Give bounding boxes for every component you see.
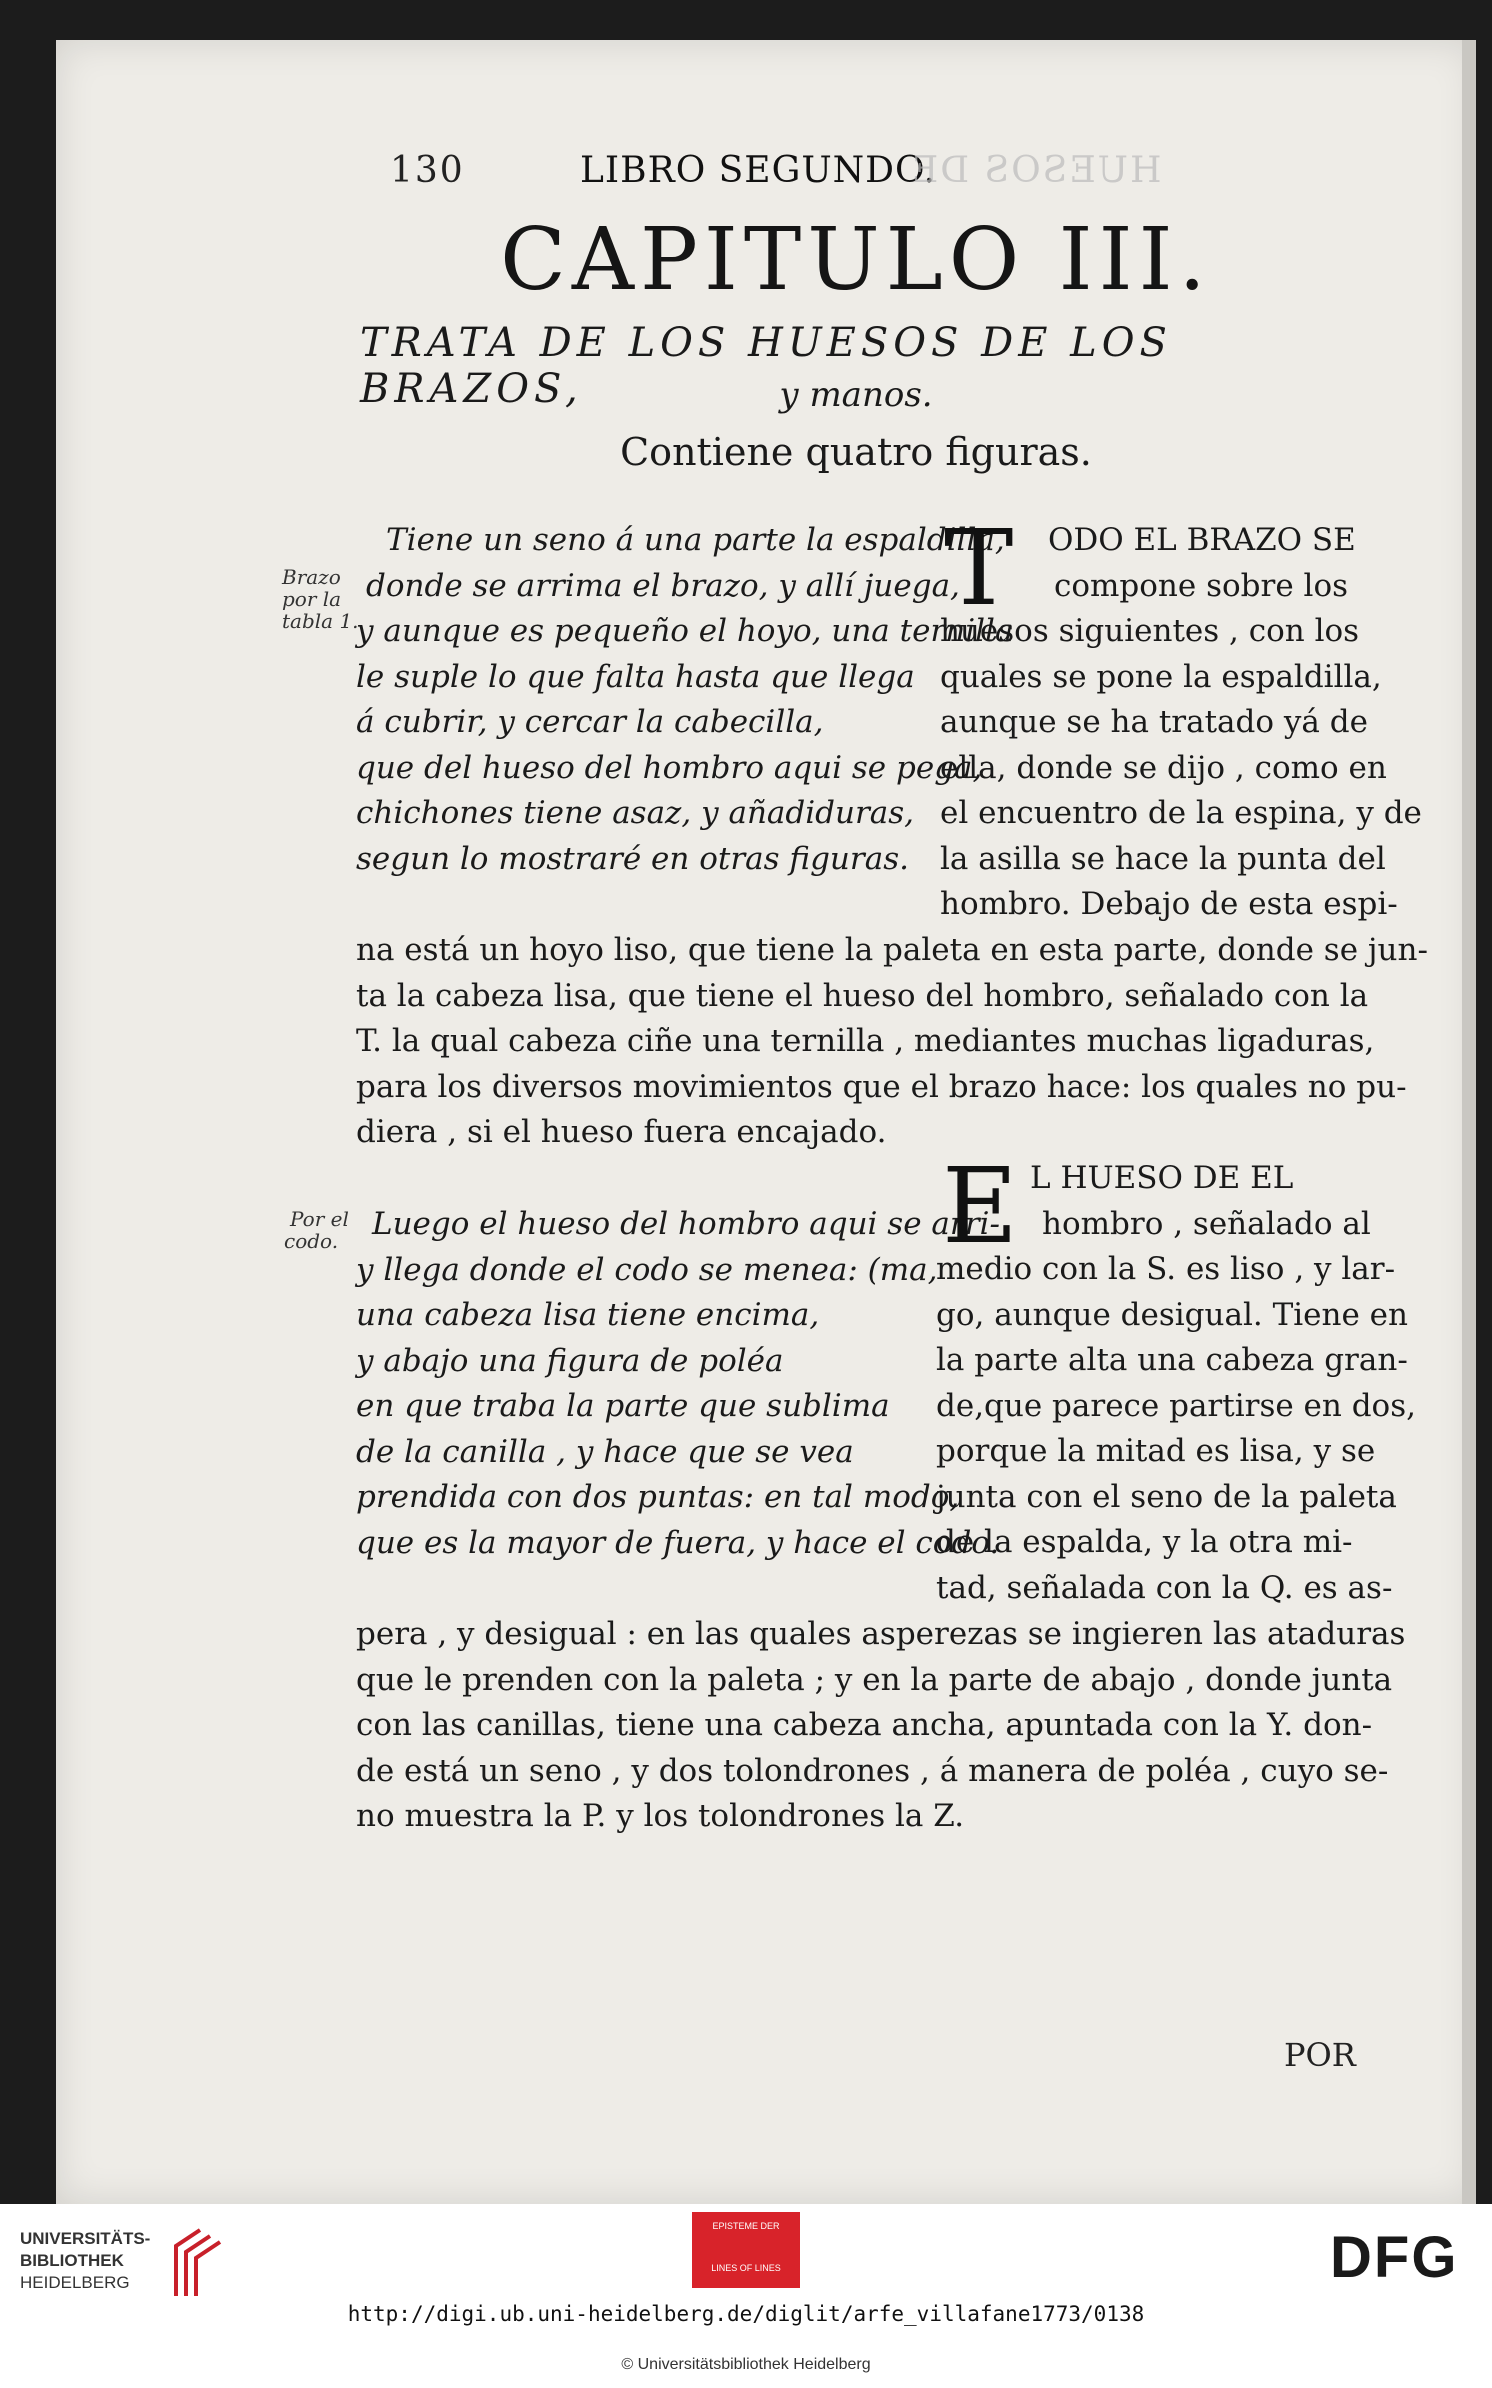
prose-line: na está un hoyo liso, que tiene la paleta en esta parte, donde se jun-	[356, 932, 1428, 968]
verse-line: que es la mayor de fuera, y hace el codo.	[356, 1524, 1000, 1561]
verse-line: chichones tiene asaz, y añadiduras,	[356, 795, 915, 831]
prose-line: pera , y desigual : en las quales asperezas se ingieren las ataduras	[356, 1616, 1406, 1652]
margin-note-line: codo.	[284, 1229, 339, 1253]
verse-line: prendida con dos puntas: en tal modo,	[356, 1479, 960, 1515]
episteme-logo-text	[692, 2220, 800, 2274]
verse-line: que del hueso del hombro aqui se pega,	[356, 749, 983, 786]
prose-line: tad, señalada con la Q. es as-	[936, 1569, 1393, 1606]
prose-line: no muestra la P. y los tolondrones la Z.	[356, 1798, 965, 1834]
chapter-contents-note: Contiene quatro figuras.	[620, 430, 1092, 474]
margin-note-line: tabla 1.	[282, 609, 359, 633]
drop-capital-t: T	[944, 507, 1014, 629]
library-name	[20, 2228, 150, 2294]
prose-line: la asilla se hace la punta del	[940, 840, 1386, 877]
verse-line: y llega donde el codo se menea: (ma,	[356, 1251, 938, 1288]
dfg-logo[interactable]: DFG	[1330, 2225, 1459, 2290]
prose-full-width-2	[356, 1612, 1406, 1840]
verse-line: Luego el hueso del hombro aqui se arri-	[372, 1206, 1000, 1242]
prose-line: de está un seno , y dos tolondrones , á manera de poléa , cuyo se-	[356, 1752, 1389, 1789]
running-title: LIBRO SEGUNDO.	[580, 150, 936, 191]
margin-note-line: Por el	[290, 1207, 349, 1231]
prose-line: junta con el seno de la paleta	[936, 1478, 1397, 1515]
page-edge	[1462, 40, 1476, 2204]
viewer-footer	[0, 2204, 1492, 2388]
prose-column-2	[936, 1145, 1416, 1611]
running-head	[330, 150, 1430, 200]
prose-line: medio con la S. es liso , y lar-	[936, 1251, 1396, 1287]
prose-line: diera , si el hueso fuera encajado.	[356, 1114, 887, 1150]
prose-line: hombro. Debajo de esta espi-	[940, 886, 1398, 922]
prose-line: quales se pone la espaldilla,	[940, 658, 1382, 695]
prose-full-width-1	[356, 928, 1428, 1156]
permalink-url[interactable]: http://digi.ub.uni-heidelberg.de/diglit/arfe_villafane1773/0138	[347, 2302, 1145, 2326]
prose-line: T. la qual cabeza ciñe una ternilla , mediantes muchas ligaduras,	[356, 1023, 1375, 1059]
prose-line: el encuentro de la espina, y de	[940, 795, 1422, 831]
bleed-through-text: HUESOS DE	[910, 150, 1162, 191]
prose-line: ella, donde se dijo , como en	[940, 749, 1387, 786]
verse-line: de la canilla , y hace que se vea	[356, 1433, 854, 1470]
prose-line: ODO EL BRAZO SE	[1048, 522, 1356, 558]
catchword: POR	[1284, 2036, 1356, 2074]
verse-line: en que traba la parte que sublima	[356, 1388, 890, 1424]
margin-note-line: por la	[282, 587, 342, 611]
prose-line: ta la cabeza lisa, que tiene el hueso del hombro, señalado con la	[356, 977, 1369, 1014]
verse-line: donde se arrima el brazo, y allí juega,	[366, 567, 960, 604]
prose-line: que le prenden con la paleta ; y en la parte de abajo , donde junta	[356, 1661, 1393, 1698]
prose-line: para los diversos movimientos que el brazo hace: los quales no pu-	[356, 1068, 1407, 1105]
library-name-line: UNIVERSITÄTS-	[20, 2229, 151, 2248]
library-mark-icon	[170, 2226, 226, 2300]
verse-line: Tiene un seno á una parte la espaldilla,	[386, 522, 1005, 558]
chapter-title: CAPITULO III.	[500, 210, 1212, 310]
verse-line: y abajo una figura de poléa	[356, 1342, 784, 1379]
chapter-subtitle-continued: y manos.	[779, 375, 933, 415]
episteme-logo[interactable]	[692, 2212, 800, 2288]
verse-line: una cabeza lisa tiene encima,	[356, 1297, 820, 1333]
prose-line: L HUESO DE EL	[1030, 1160, 1294, 1196]
margin-note-line: Brazo	[282, 565, 341, 589]
prose-line: hombro , señalado al	[1042, 1205, 1371, 1242]
prose-column-1	[940, 507, 1422, 928]
prose-line: compone sobre los	[1054, 567, 1349, 604]
prose-line: la parte alta una cabeza gran-	[936, 1342, 1408, 1378]
verse-line: á cubrir, y cercar la cabecilla,	[356, 704, 824, 740]
prose-line: aunque se ha tratado yá de	[940, 704, 1368, 740]
verse-line: le suple lo que falta hasta que llega	[356, 658, 915, 695]
university-library-logo[interactable]	[20, 2222, 210, 2312]
logo-line: EPISTEME DER	[712, 2221, 780, 2231]
drop-capital-e: E	[942, 1145, 1018, 1267]
prose-line: de la espalda, y la otra mi-	[936, 1524, 1353, 1560]
logo-line: LINES OF LINES	[711, 2263, 781, 2273]
library-name-line: HEIDELBERG	[20, 2273, 130, 2292]
copyright-notice: © Universitätsbibliothek Heidelberg	[621, 2356, 871, 2373]
verse-line: y aunque es pequeño el hoyo, una ternilla	[356, 613, 1014, 649]
margin-note-codo	[284, 1208, 349, 1252]
chapter-subtitle: TRATA DE LOS HUESOS DE LOS BRAZOS,	[360, 320, 1172, 412]
margin-note-brazo	[282, 566, 359, 632]
prose-line: go, aunque desigual. Tiene en	[936, 1296, 1408, 1333]
verse-block-1	[356, 507, 1014, 882]
verse-block-2	[356, 1202, 1000, 1566]
prose-line: huesos siguientes , con los	[940, 613, 1360, 649]
library-name-line: BIBLIOTHEK	[20, 2251, 124, 2270]
prose-line: porque la mitad es lisa, y se	[936, 1433, 1376, 1469]
prose-line: con las canillas, tiene una cabeza ancha, apuntada con la Y. don-	[356, 1707, 1373, 1743]
prose-line: de,que parece partirse en dos,	[936, 1387, 1416, 1424]
page-number: 130	[390, 150, 465, 191]
verse-line: segun lo mostraré en otras figuras.	[356, 840, 909, 877]
